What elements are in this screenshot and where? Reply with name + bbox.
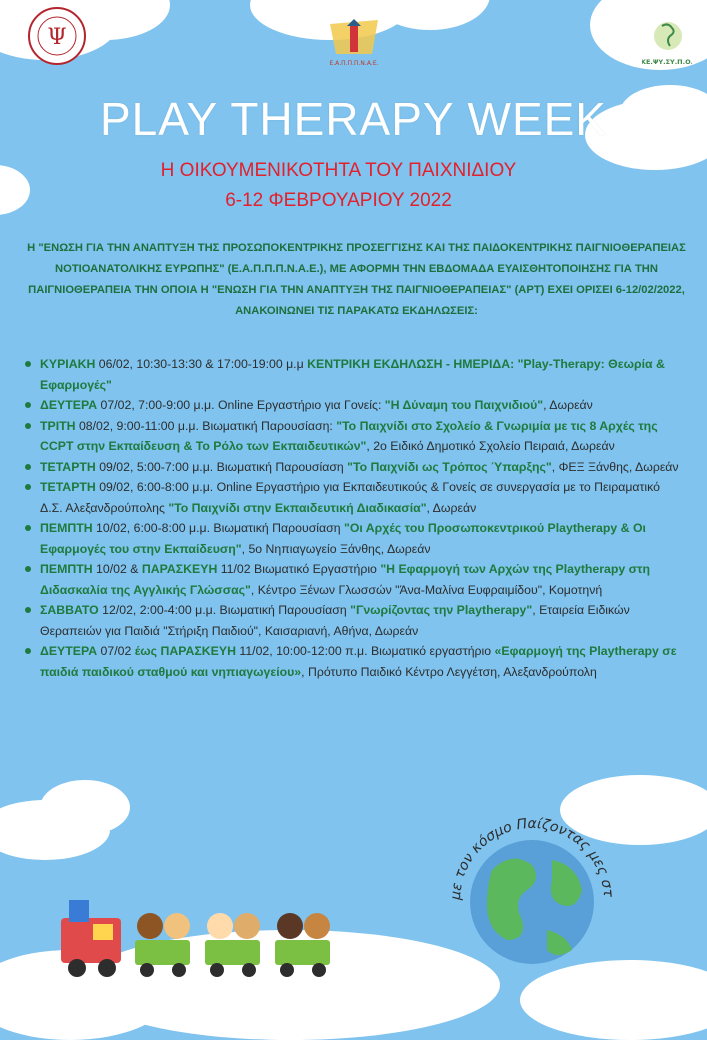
event-day: ΠΕΜΠΤΗ: [40, 562, 93, 576]
event-item: [24, 559, 684, 600]
event-details: 10/02 &: [92, 562, 142, 576]
event-day: ΔΕΥΤΕΡΑ: [40, 644, 98, 658]
event-rest: , ΦΕΞ Ξάνθης, Δωρεάν: [551, 459, 679, 474]
event-details: 07/02: [97, 644, 135, 658]
event-item: [24, 641, 684, 682]
event-day: ΚΥΡΙΑΚΗ: [40, 357, 96, 371]
event-title: "Το Παιχνίδι στην Εκπαιδευτική Διαδικασία": [168, 500, 427, 515]
event-item: [24, 518, 684, 559]
event-rest: , Δωρεάν: [426, 500, 477, 515]
globe-illustration: [432, 790, 632, 990]
event-rest: , 2ο Ειδικό Δημοτικό Σχολείο Πειραιά, Δωρεάν: [366, 439, 615, 453]
event-title: "Η Δύναμη του Παιχνιδιού": [384, 398, 544, 412]
event-rest: , 5ο Νηπιαγωγείο Ξάνθης, Δωρεάν: [241, 541, 431, 556]
event-title: "Η Εφαρμογή των Αρχών της Playtherapy στη Διδασκαλία της Αγγλικής Γλώσσας": [40, 562, 651, 597]
event-title: "Οι Αρχές του Προσωποκεντρικού Playtherapy & Οι Εφαρμογές του στην Εκπαίδευση": [40, 521, 646, 556]
event-details: 07/02, 7:00-9:00 μ.μ. Online Εργαστήριο για Γονείς:: [97, 398, 385, 412]
event-day: ΠΕΜΠΤΗ: [40, 521, 93, 535]
event-title-prefix: 11/02, 10:00-12:00 π.μ. Βιωματικό εργαστήριο: [235, 644, 495, 658]
event-details: 06/02, 10:30-13:30 & 17:00-19:00 μ.μ: [95, 357, 308, 371]
events-list: [24, 354, 684, 682]
event-title: : "Play-Therapy: Θεωρία & Εφαρμογές": [40, 357, 665, 392]
event-rest: , Πρότυπο Παιδικό Κέντρο Λεγγέτση, Αλεξανδρούπολη: [301, 664, 597, 679]
event-details: 10/02, 6:00-8:00 μ.μ. Βιωματική Παρουσίαση: [92, 521, 344, 535]
subtitle-universality: Η ΟΙΚΟΥΜΕΝΙΚΟΤΗΤΑ ΤΟΥ ΠΑΙΧΝΙΔΙΟΥ: [160, 160, 517, 181]
event-title-prefix: 11/02 Βιωματικό Εργαστήριο: [217, 562, 381, 576]
psi-symbol: Ψ: [47, 25, 67, 50]
event-item: [24, 354, 684, 395]
eappnae-logo: [322, 14, 386, 68]
event-details: 12/02, 2:00-4:00 μ.μ. Βιωματική Παρουσίαση: [98, 603, 351, 617]
event-rest: , Δωρεάν: [543, 398, 593, 412]
event-day: ΤΕΤΑΡΤΗ: [40, 480, 96, 494]
subtitle-dates: 6-12 ΦΕΒΡΟΥΑΡΙΟΥ 2022: [225, 190, 452, 211]
event-day: ΔΕΥΤΕΡΑ: [40, 398, 98, 412]
event-highlight: ΚΕΝΤΡΙΚΗ ΕΚΔΗΛΩΣΗ - ΗΜΕΡΙΔΑ: [307, 357, 511, 371]
intro-paragraph: Η "ΕΝΩΣΗ ΓΙΑ ΤΗΝ ΑΝΑΠΤΥΞΗ ΤΗΣ ΠΡΟΣΩΠΟΚΕΝΤΡΙΚΗΣ ΠΡΟΣΕΓΓΙΣΗΣ ΚΑΙ ΤΗΣ ΠΑΙΔΟΚΕΝΤΡΙΚΗΣ ΠΑΙΓΝΙΟΘΕΡΑΠΕΙΑΣ ΝΟΤΙΟΑΝΑΤΟΛΙΚΗΣ ΕΥΡΩΠΗΣ" (Ε.Α.Π.Π.Π.Ν.Α.Ε.), ΜΕ ΑΦΟΡΜΗ ΤΗΝ ΕΒΔΟΜΑΔΑ ΕΥΑΙΣΘΗΤΟΠΟΙΗΣΗΣ ΓΙΑ ΤΗΝ ΠΑΙΓΝΙΟΘΕΡΑΠΕΙΑ ΤΗΝ ΟΠΟΙΑ Η "ΕΝΩΣΗ ΓΙΑ ΤΗΝ ΑΝΑΠΤΥΞΗ ΤΗΣ ΠΑΙΓΝΙΟΘΕΡΑΠΕΙΑΣ" (APT) ΕΧΕΙ ΟΡΙΣΕΙ 6-12/02/2022, ΑΝΑΚΟΙΝΩΝΕΙ ΤΙΣ ΠΑΡΑΚΑΤΩ ΕΚΔΗΛΩΣΕΙΣ:: [27, 242, 686, 317]
event-highlight: έως ΠΑΡΑΣΚΕΥΗ: [134, 644, 236, 658]
kepsypo-logo: [642, 18, 692, 68]
globe-text: με τον κόσμο Παίζοντας μες στ: [447, 815, 617, 901]
event-details: 08/02, 9:00-11:00 μ.μ. Βιωματική Παρουσίαση:: [75, 418, 337, 433]
event-title: "Γνωρίζοντας την Playtherapy": [350, 603, 533, 617]
train-illustration: [55, 890, 355, 990]
center-logo-text: Ε.Α.Π.Π.Π.Ν.Α.Ε.: [329, 60, 379, 67]
event-rest: , Κέντρο Ξένων Γλωσσών "Άνα-Μαλίνα Ευφραιμίδου", Κομοτηνή: [250, 582, 603, 597]
event-item: [24, 600, 684, 641]
event-rest: , Εταιρεία Ειδικών Θεραπειών για Παιδιά "Στήριξη Παιδιού", Καισαριανή, Αθήνα, Δωρεάν: [40, 603, 630, 638]
lab-logo: [27, 6, 87, 66]
event-item: [24, 416, 684, 457]
event-title: «Εφαρμογή της Playtherapy σε παιδιά παιδικού σταθμού και νηπιαγωγείου»: [40, 644, 677, 679]
event-day: ΣΑΒΒΑΤΟ: [40, 603, 99, 617]
event-title: "Το Παιχνίδι στο Σχολείο & Γνωριμία με τις 8 Αρχές της CCPT στην Εκπαίδευση & Το Ρόλο των Εκπαιδευτικών": [40, 418, 658, 453]
event-title: "Το Παιχνίδι ως Τρόπος Ύπαρξης": [347, 459, 552, 474]
event-day: ΤΕΤΑΡΤΗ: [40, 459, 96, 474]
page-title: PLAY THERAPY WEEK: [99, 93, 607, 145]
event-highlight: ΠΑΡΑΣΚΕΥΗ: [141, 562, 218, 576]
event-day: ΤΡΙΤΗ: [40, 418, 76, 433]
cloud-bottom-left-2: [40, 780, 130, 835]
right-logo-text: ΚΕ.ΨΥ.ΣΥ.Π.Ο.: [642, 58, 692, 66]
event-details: 09/02, 5:00-7:00 μ.μ. Βιωματική Παρουσίαση: [95, 459, 348, 474]
event-item: [24, 395, 684, 416]
event-details: 09/02, 6:00-8:00 μ.μ. Online Εργαστήριο για Εκπαιδευτικούς & Γονείς σε συνεργασία με το Πειραματικό Δ.Σ. Αλεξανδρούπολης: [40, 480, 660, 515]
event-item: [24, 477, 684, 518]
event-item: [24, 457, 684, 478]
